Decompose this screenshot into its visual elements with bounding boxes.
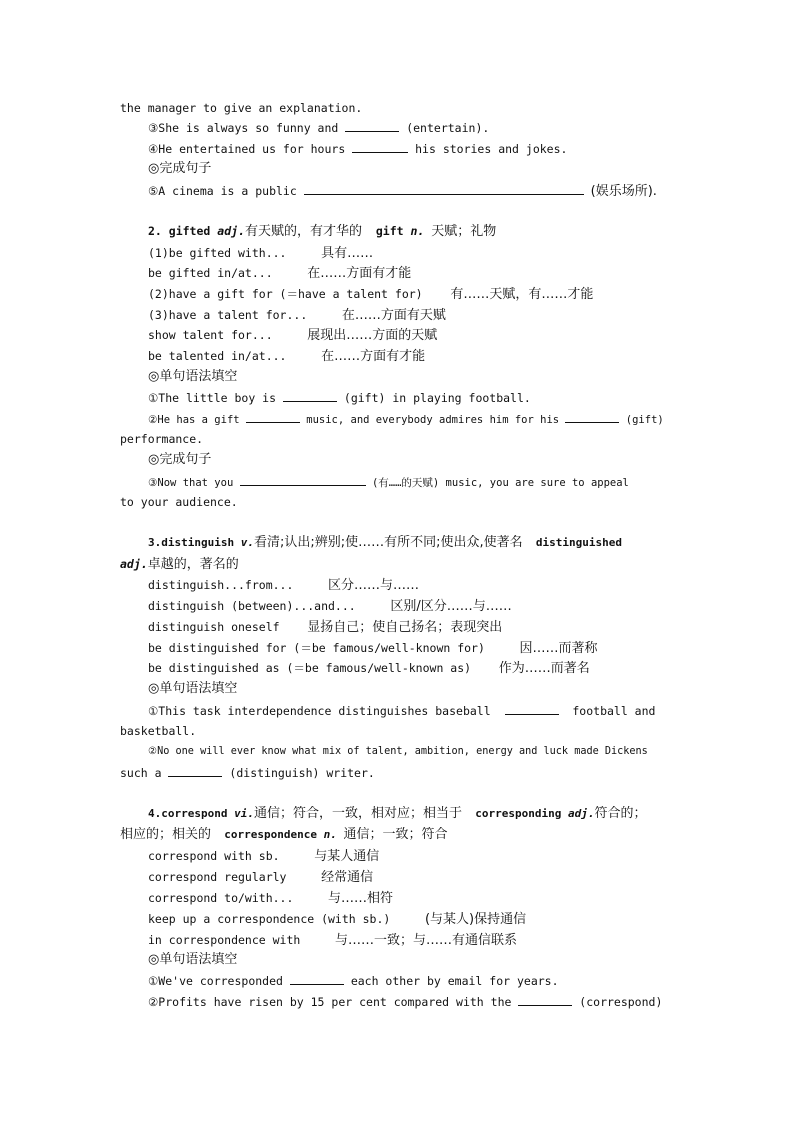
answer-blank[interactable] — [168, 765, 222, 777]
phrase-line: correspond regularly 经常通信 — [148, 870, 374, 885]
phrase-line: (3)have a talent for... 在……方面有天赋 — [148, 308, 446, 323]
answer-blank[interactable] — [505, 703, 559, 715]
phrase-line: distinguish (between)...and... 区别/区分……与…… — [148, 599, 512, 614]
answer-blank[interactable] — [283, 390, 337, 402]
phrase-line: in correspondence with 与……一致；与……有通信联系 — [148, 933, 517, 948]
exercise-line-continued: to your audience. — [120, 495, 238, 509]
answer-blank-long[interactable] — [304, 183, 584, 195]
entry-heading-gifted: 2. gifted adj.有天赋的，有才华的 gift n. 天赋；礼物 — [148, 224, 497, 239]
exercise-line: ①The little boy is (gift) in playing football. — [148, 391, 531, 405]
phrase-line: distinguish...from... 区分……与…… — [148, 578, 420, 593]
phrase-line: keep up a correspondence (with sb.) (与某人)保持通信 — [148, 912, 527, 927]
phrase-line: (2)have a gift for (＝have a talent for) 有……天赋，有……才能 — [148, 287, 594, 302]
exercise-line: ③Now that you (有……的天赋) music, you are sure to appeal — [148, 474, 676, 490]
phrase-line: be gifted in/at... 在……方面有才能 — [148, 266, 412, 281]
phrase-line: correspond to/with... 与……相符 — [148, 891, 394, 906]
phrase-line: be talented in/at... 在……方面有才能 — [148, 349, 426, 364]
phrase-line: be distinguished as (＝be famous/well-known as) 作为……而著名 — [148, 661, 590, 676]
entry-heading-correspond: 4.correspond vi.通信；符合，一致，相对应；相当于 corresponding adj.符合的； — [148, 806, 647, 821]
phrase-line: (1)be gifted with... 具有…… — [148, 246, 374, 261]
phrase-line: be distinguished for (＝be famous/well-known for) 因……而著称 — [148, 641, 598, 656]
line-explanation: the manager to give an explanation. — [120, 101, 363, 115]
exercise-line-continued: basketball. — [120, 724, 197, 738]
section-label-complete: ◎完成句子 — [148, 161, 212, 176]
line-cinema-blank: ⑤A cinema is a public (娱乐场所). — [148, 184, 657, 199]
section-label-fill: ◎单句语法填空 — [148, 681, 238, 696]
answer-blank[interactable] — [345, 120, 399, 132]
phrase-line: correspond with sb. 与某人通信 — [148, 849, 380, 864]
exercise-line: ①This task interdependence distinguishes baseball football and — [148, 704, 656, 718]
section-label-fill: ◎单句语法填空 — [148, 369, 238, 384]
phrase-line: show talent for... 展现出……方面的天赋 — [148, 328, 438, 343]
entry-heading-continued: adj.卓越的，著名的 — [120, 557, 239, 572]
answer-blank[interactable] — [246, 411, 300, 423]
section-label-fill: ◎单句语法填空 — [148, 952, 238, 967]
phrase-line: distinguish oneself 显扬自己；使自己扬名；表现突出 — [148, 620, 503, 635]
exercise-line-continued: such a (distinguish) writer. — [120, 766, 375, 780]
exercise-line: ②He has a gift music, and everybody admires him for his (gift) — [148, 411, 676, 427]
exercise-line: ②No one will ever know what mix of talent, ambition, energy and luck made Dickens — [148, 746, 648, 757]
line-entertained-blank: ④He entertained us for hours his stories and jokes. — [148, 142, 568, 156]
exercise-line: ②Profits have risen by 15 per cent compared with the (correspond) — [148, 995, 663, 1009]
entry-heading-distinguish: 3.distinguish v.看清;认出;辨别;使……有所不同;使出众,使著名 distinguished — [148, 535, 622, 550]
exercise-line: ①We've corresponded each other by email for years. — [148, 974, 559, 988]
answer-blank-long[interactable] — [240, 474, 366, 486]
section-label-complete: ◎完成句子 — [148, 452, 212, 467]
answer-blank[interactable] — [290, 973, 344, 985]
exercise-line-continued: performance. — [120, 432, 204, 446]
answer-blank[interactable] — [565, 411, 619, 423]
answer-blank[interactable] — [352, 141, 408, 153]
entry-heading-continued: 相应的；相关的 correspondence n. 通信；一致；符合 — [120, 827, 448, 842]
answer-blank[interactable] — [518, 994, 572, 1006]
line-entertain-blank: ③She is always so funny and (entertain). — [148, 121, 490, 135]
